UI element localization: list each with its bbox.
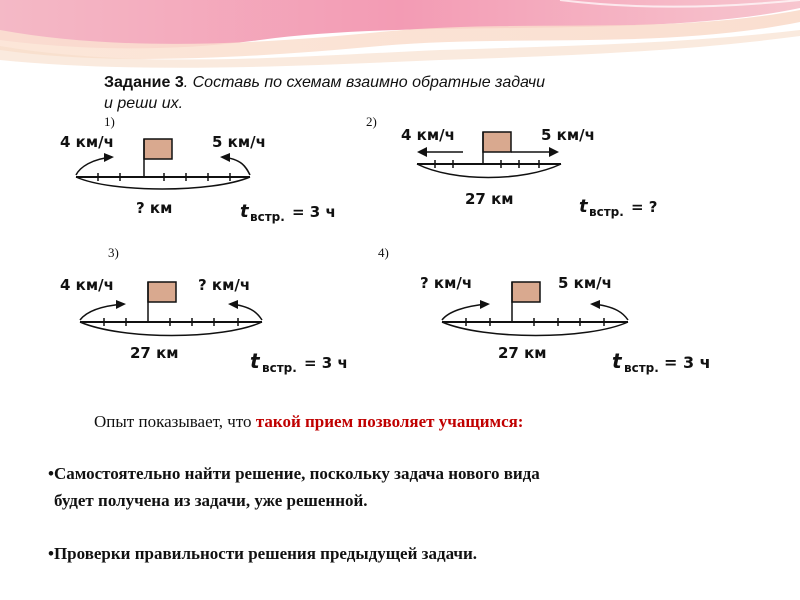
time-value: = 3 ч [304,354,348,372]
left-speed-label: 4 км/ч [60,133,114,151]
meeting-flag [144,139,172,159]
decorative-banner [0,0,800,70]
scheme-1 [52,125,352,225]
scheme-number-1: 1) [104,114,115,129]
right-speed-label: 5 км/ч [558,274,612,292]
right-speed-label: 5 км/ч [212,133,266,151]
left-speed-label: 4 км/ч [60,276,114,294]
time-subscript: встр. [624,361,659,375]
scheme-number-4: 4) [378,245,389,260]
time-value: = 3 ч [664,353,711,372]
bullet-2: •Проверки правильности решения предыдущей задачи. [48,544,478,563]
distance-label: 27 км [465,190,514,208]
meeting-flag [148,282,176,302]
scheme-3 [52,270,362,380]
task-label: Задание 3 [104,74,184,91]
left-speed-label: ? км/ч [420,274,473,292]
intro-plain: Опыт показывает, что [94,412,256,431]
scheme-number-3: 3) [108,245,119,260]
time-subscript: встр. [589,205,624,219]
time-subscript: встр. [250,210,285,224]
time-symbol: t [240,201,249,222]
bullet-1-line-2: будет получена из задачи, уже решенной. [54,491,368,510]
left-speed-label: 4 км/ч [401,126,455,144]
distance-brace [80,322,262,336]
distance-label: ? км [136,199,173,217]
right-speed-label: ? км/ч [198,276,251,294]
time-value: = ? [631,198,658,216]
task-text-line2: и реши их. [104,95,184,112]
task-heading [104,72,664,114]
scheme-number-2: 2) [366,114,377,129]
intro-highlight: такой прием позволяет учащимся: [255,412,524,431]
distance-label: 27 км [498,344,547,362]
distance-brace [76,177,250,189]
time-subscript: встр. [262,361,297,375]
meeting-flag [512,282,540,302]
time-symbol: t [579,196,588,217]
distance-label: 27 км [130,344,179,362]
intro-line [94,412,523,432]
scheme-2 [393,122,693,222]
time-value: = 3 ч [292,203,336,221]
right-speed-label: 5 км/ч [541,126,595,144]
time-symbol: t [612,349,622,373]
scheme-4 [412,270,742,380]
bullet-1-line-1: •Самостоятельно найти решение, поскольку задача нового вида [48,464,540,483]
task-text: . Составь по схемам взаимно обратные задачи [183,74,546,91]
time-symbol: t [250,349,260,373]
meeting-flag [483,132,511,152]
distance-brace [442,322,628,336]
